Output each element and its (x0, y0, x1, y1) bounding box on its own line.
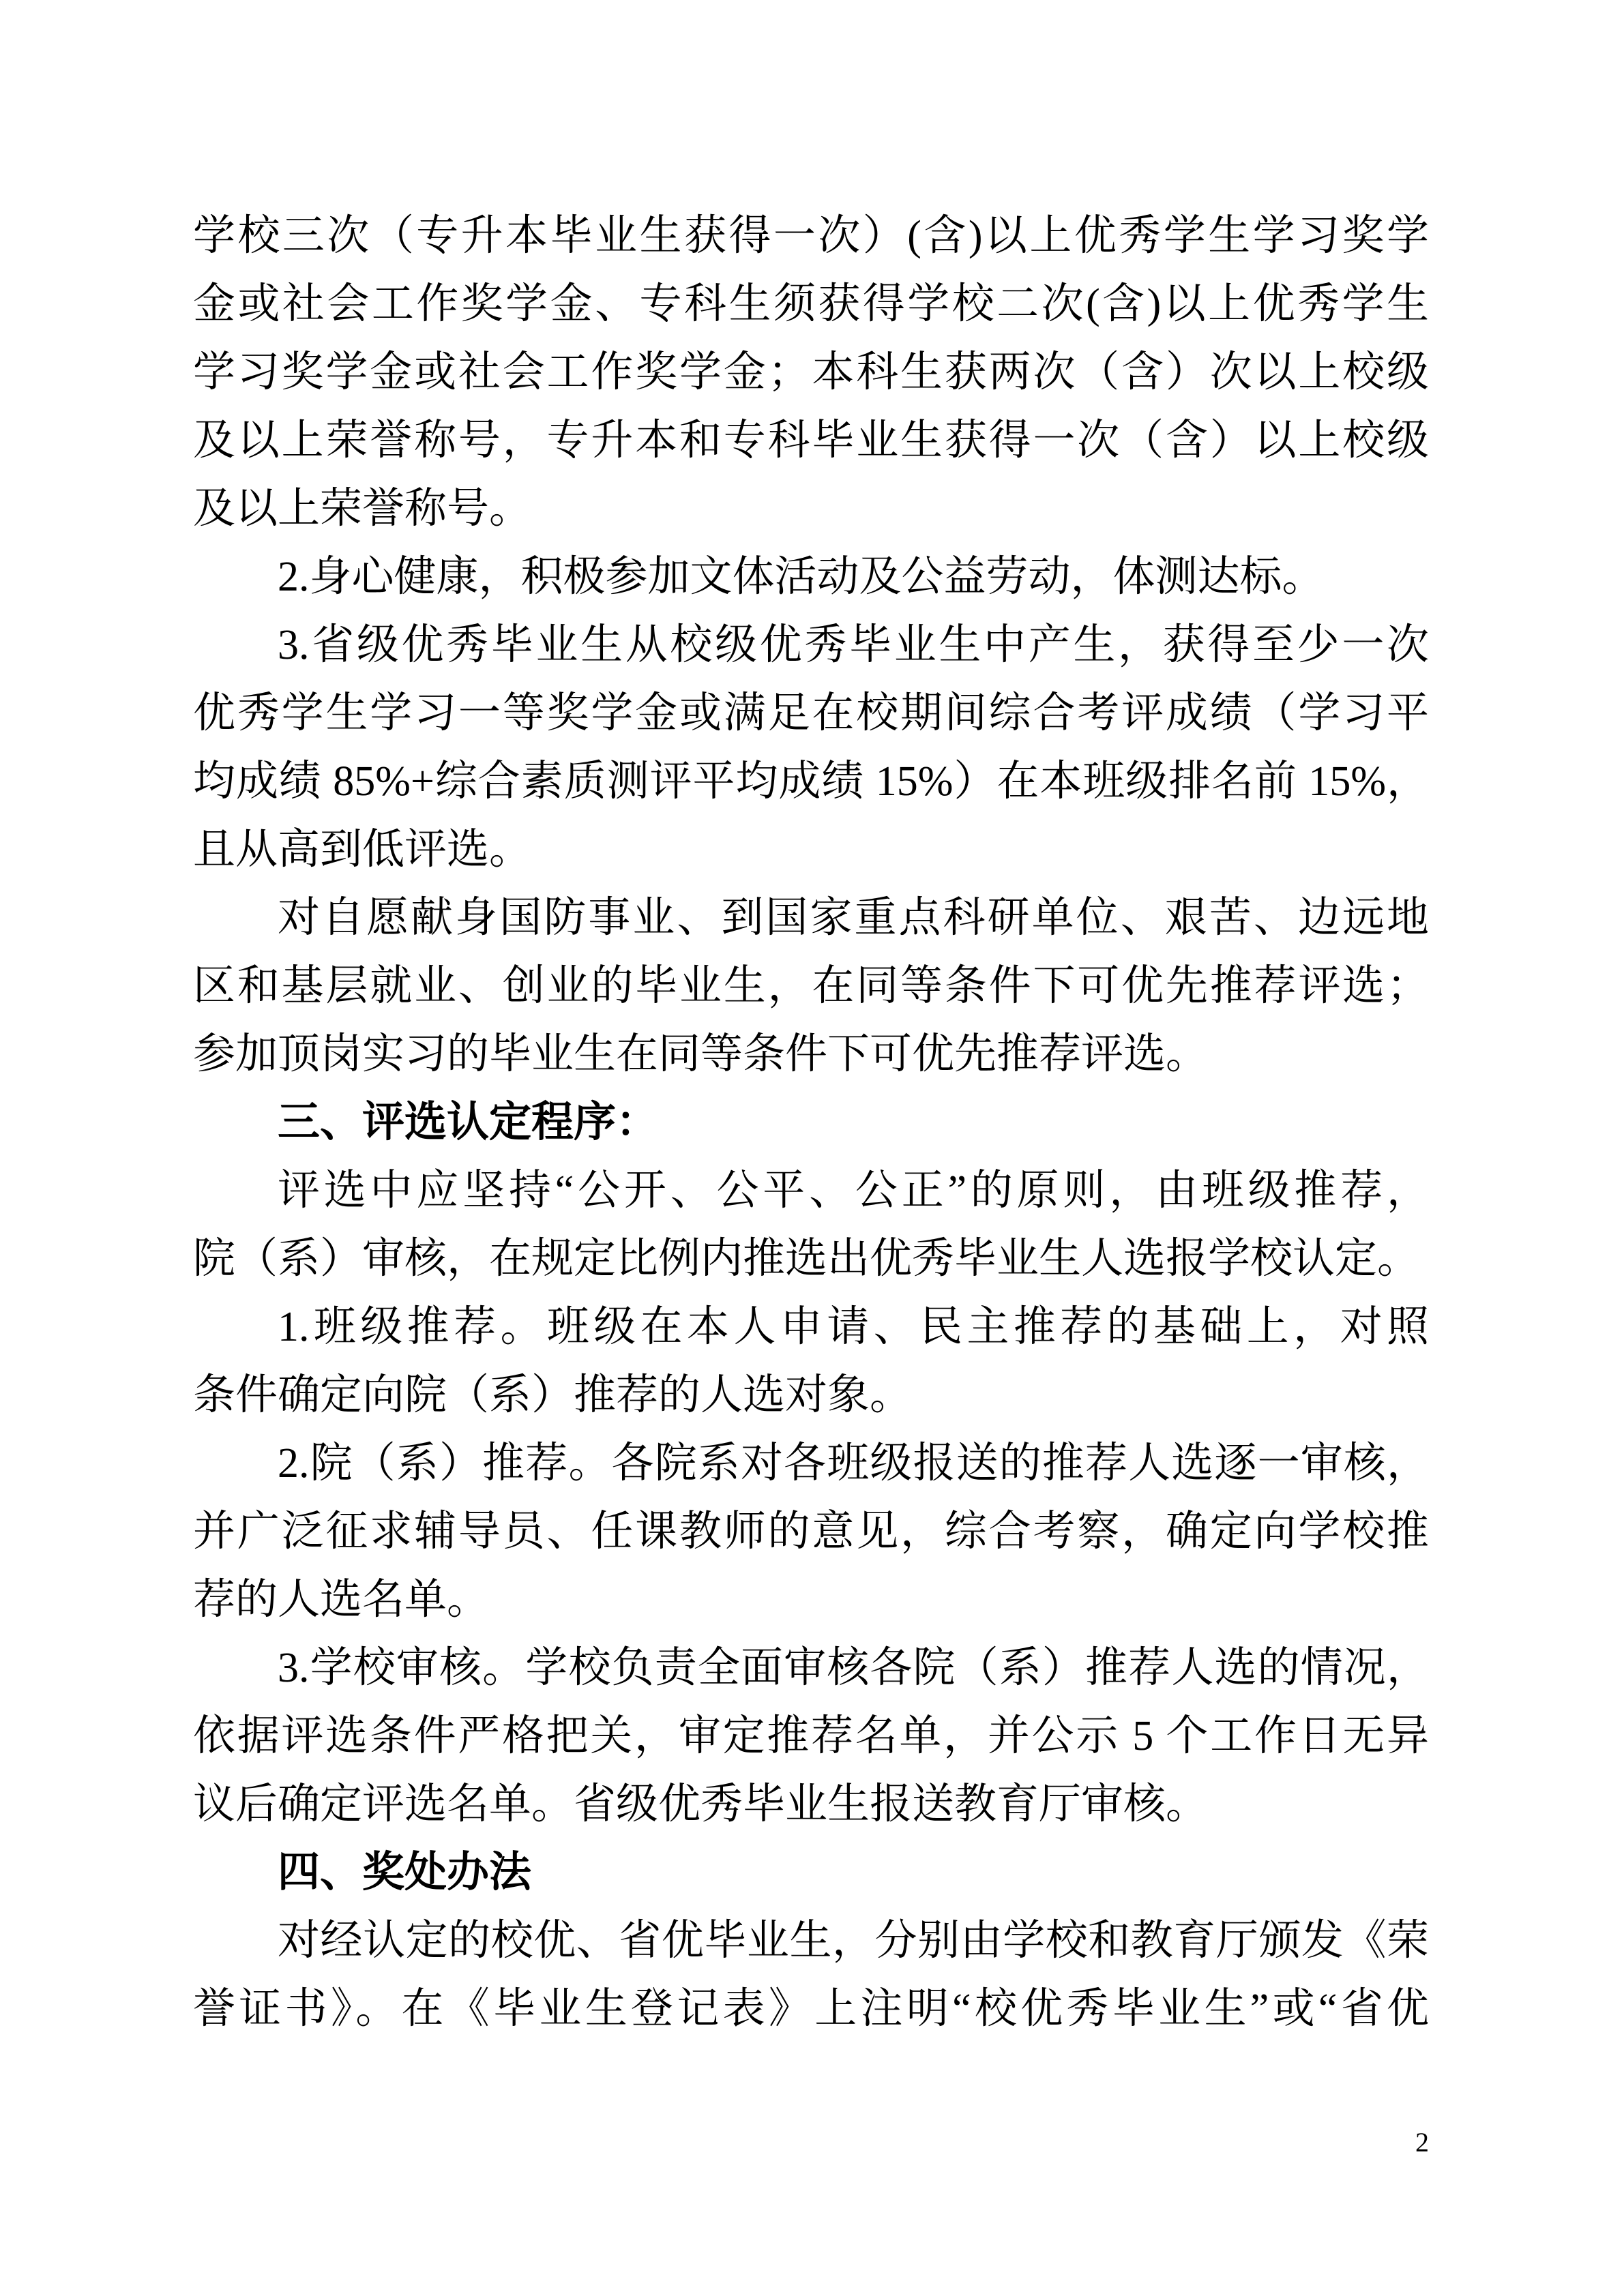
section-heading: 三、评选认定程序： (278, 1099, 659, 1146)
text-line: 议后确定评选名单。省级优秀毕业生报送教育厅审核。 (193, 1781, 1209, 1828)
text-line: 区和基层就业、创业的毕业生，在同等条件下可优先推荐评选； (193, 963, 1429, 1009)
text-line: 2.身心健康，积极参加文体活动及公益劳动，体测达标。 (278, 554, 1325, 600)
text-line: 及以上荣誉称号。 (193, 486, 532, 532)
text-line: 誉证书》。在《毕业生登记表》上注明“校优秀毕业生”或“省优 (193, 1986, 1429, 2032)
text-line: 且从高到低评选。 (193, 826, 532, 873)
text-line: 参加顶岗实习的毕业生在同等条件下可优先推荐评选。 (193, 1031, 1209, 1077)
text-line: 条件确定向院（系）推荐的人选对象。 (193, 1372, 913, 1418)
text-line: 对自愿献身国防事业、到国家重点科研单位、艰苦、边远地 (278, 895, 1429, 941)
text-line: 及以上荣誉称号，专升本和专科毕业生获得一次（含）以上校级 (193, 417, 1429, 464)
text-line: 2.院（系）推荐。各院系对各班级报送的推荐人选逐一审核， (278, 1440, 1429, 1487)
page-number: 2 (1415, 2127, 1429, 2158)
text-line: 学习奖学金或社会工作奖学金；本科生获两次（含）次以上校级 (193, 349, 1429, 396)
text-line: 依据评选条件严格把关，审定推荐名单，并公示 5 个工作日无异 (193, 1713, 1429, 1759)
text-line: 优秀学生学习一等奖学金或满足在校期间综合考评成绩（学习平 (193, 690, 1429, 736)
text-line: 均成绩 85%+综合素质测评平均成绩 15%）在本班级排名前 15%， (193, 758, 1429, 805)
text-line: 院（系）审核，在规定比例内推选出优秀毕业生人选报学校认定。 (193, 1236, 1420, 1282)
text-line: 并广泛征求辅导员、任课教师的意见，综合考察，确定向学校推 (193, 1508, 1429, 1555)
section-heading: 四、奖处办法 (278, 1849, 532, 1896)
text-line: 3.省级优秀毕业生从校级优秀毕业生中产生，获得至少一次 (278, 622, 1429, 668)
text-line: 3.学校审核。学校负责全面审核各院（系）推荐人选的情况， (278, 1645, 1429, 1691)
text-line: 荐的人选名单。 (193, 1577, 490, 1623)
document-body (193, 202, 1429, 2043)
text-line: 评选中应坚持“公开、公平、公正”的原则，由班级推荐， (278, 1167, 1429, 1214)
text-line: 对经认定的校优、省优毕业生，分别由学校和教育厅颁发《荣 (278, 1918, 1429, 1964)
text-line: 1.班级推荐。班级在本人申请、民主推荐的基础上，对照 (278, 1304, 1429, 1350)
text-line: 金或社会工作奖学金、专科生须获得学校二次(含)以上优秀学生 (193, 281, 1429, 327)
text-line: 学校三次（专升本毕业生获得一次）(含)以上优秀学生学习奖学 (193, 213, 1429, 259)
